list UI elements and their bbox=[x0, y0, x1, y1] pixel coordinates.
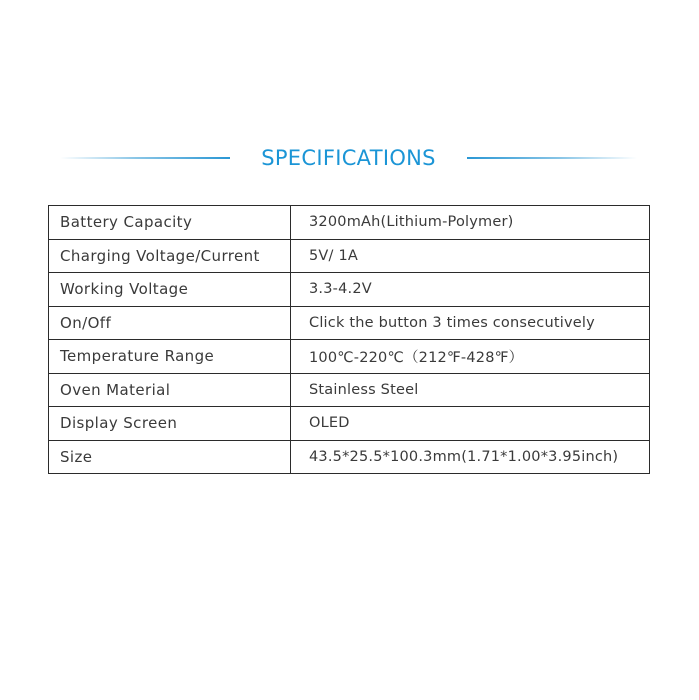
spec-label: Oven Material bbox=[49, 373, 291, 407]
table-row bbox=[49, 373, 650, 407]
table-row bbox=[49, 306, 650, 340]
spec-label: Size bbox=[49, 440, 291, 474]
spec-value: OLED bbox=[291, 407, 650, 441]
spec-value: 5V/ 1A bbox=[291, 239, 650, 273]
table-row bbox=[49, 273, 650, 307]
heading-divider-left bbox=[60, 157, 230, 159]
section-heading bbox=[0, 140, 699, 176]
spec-label: Battery Capacity bbox=[49, 206, 291, 240]
specifications-table bbox=[48, 205, 650, 474]
spec-label: On/Off bbox=[49, 306, 291, 340]
spec-label: Charging Voltage/Current bbox=[49, 239, 291, 273]
spec-value: 43.5*25.5*100.3mm(1.71*1.00*3.95inch) bbox=[291, 440, 650, 474]
spec-value: 3.3-4.2V bbox=[291, 273, 650, 307]
heading-divider-right bbox=[467, 157, 637, 159]
spec-value: 3200mAh(Lithium-Polymer) bbox=[291, 206, 650, 240]
spec-label: Temperature Range bbox=[49, 340, 291, 374]
spec-label: Display Screen bbox=[49, 407, 291, 441]
table-row bbox=[49, 239, 650, 273]
table-row bbox=[49, 206, 650, 240]
table-row bbox=[49, 407, 650, 441]
table-row bbox=[49, 440, 650, 474]
spec-value: Stainless Steel bbox=[291, 373, 650, 407]
spec-value: 100℃-220℃（212℉-428℉） bbox=[291, 340, 650, 374]
spec-label: Working Voltage bbox=[49, 273, 291, 307]
page-title: SPECIFICATIONS bbox=[261, 146, 436, 170]
table-row bbox=[49, 340, 650, 374]
spec-value: Click the button 3 times consecutively bbox=[291, 306, 650, 340]
